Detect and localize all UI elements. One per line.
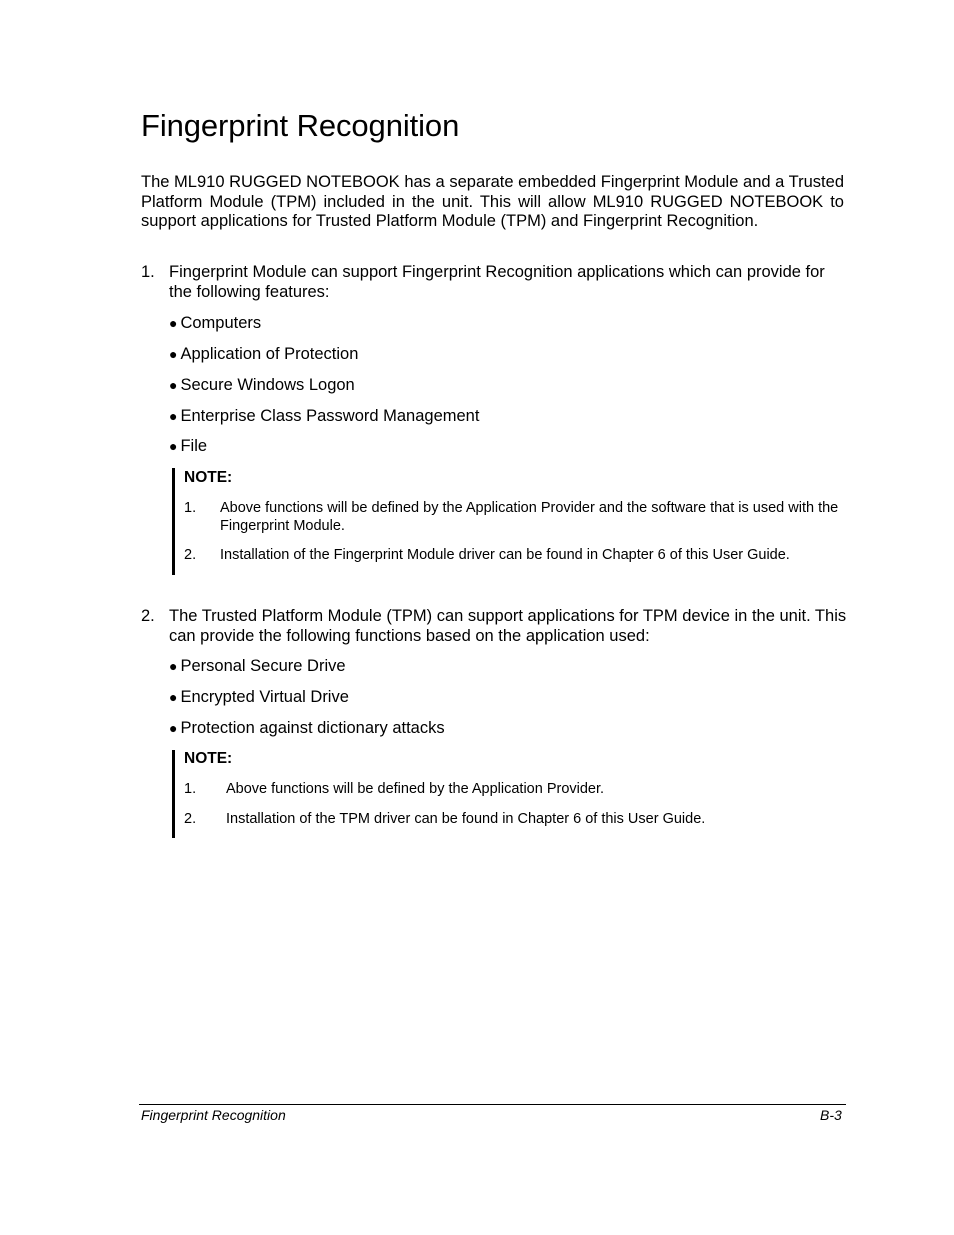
bullet-icon: ● [169, 658, 178, 674]
bullet-item: ● Application of Protection [169, 345, 359, 363]
bullet-item: ● File [169, 437, 208, 455]
note-number: 1. [184, 781, 197, 797]
bullet-item: ● Enterprise Class Password Management [169, 407, 480, 425]
item-text: The Trusted Platform Module (TPM) can support applications for TPM device in the unit. This can provide the following functions based on the application used: [169, 607, 847, 645]
footer-section-title: Fingerprint Recognition [141, 1107, 286, 1123]
bullet-item: ● Personal Secure Drive [169, 657, 346, 675]
note-bar [172, 750, 175, 838]
note-text: Above functions will be defined by the Application Provider. [226, 781, 605, 797]
note-text: Above functions will be defined by the Application Provider and the software that is used with the Fingerprint Module. [220, 500, 839, 534]
footer-page-number: B-3 [820, 1107, 842, 1123]
page-title: Fingerprint Recognition [141, 108, 460, 143]
note-heading: NOTE: [184, 750, 233, 767]
intro-paragraph: The ML910 RUGGED NOTEBOOK has a separate embedded Fingerprint Module and a Trusted Platform Module (TPM) included in the unit. This will allow ML910 RUGGED NOTEBOOK to support applications for Trusted Platform Module (TPM) and Fingerprint Recognition. [141, 173, 844, 230]
bullet-icon: ● [169, 377, 178, 393]
bullet-item: ● Encrypted Virtual Drive [169, 688, 349, 706]
note-number: 2. [184, 811, 197, 827]
note-text: Installation of the TPM driver can be found in Chapter 6 of this User Guide. [226, 811, 706, 827]
bullet-icon: ● [169, 720, 178, 736]
item-number: 1. [141, 263, 155, 281]
bullet-icon: ● [169, 438, 178, 454]
bullet-item: ● Computers [169, 314, 262, 332]
note-number: 2. [184, 547, 197, 563]
bullet-icon: ● [169, 689, 178, 705]
footer-rule [139, 1104, 846, 1105]
bullet-icon: ● [169, 346, 178, 362]
note-text: Installation of the Fingerprint Module driver can be found in Chapter 6 of this User Guide. [220, 547, 790, 563]
bullet-item: ● Secure Windows Logon [169, 376, 355, 394]
note-number: 1. [184, 500, 197, 516]
item-number: 2. [141, 607, 155, 625]
note-bar [172, 468, 175, 575]
bullet-item: ● Protection against dictionary attacks [169, 719, 445, 737]
bullet-icon: ● [169, 315, 178, 331]
bullet-icon: ● [169, 408, 178, 424]
item-text: Fingerprint Module can support Fingerprint Recognition applications which can provide for the following features: [169, 263, 825, 301]
note-heading: NOTE: [184, 469, 233, 486]
